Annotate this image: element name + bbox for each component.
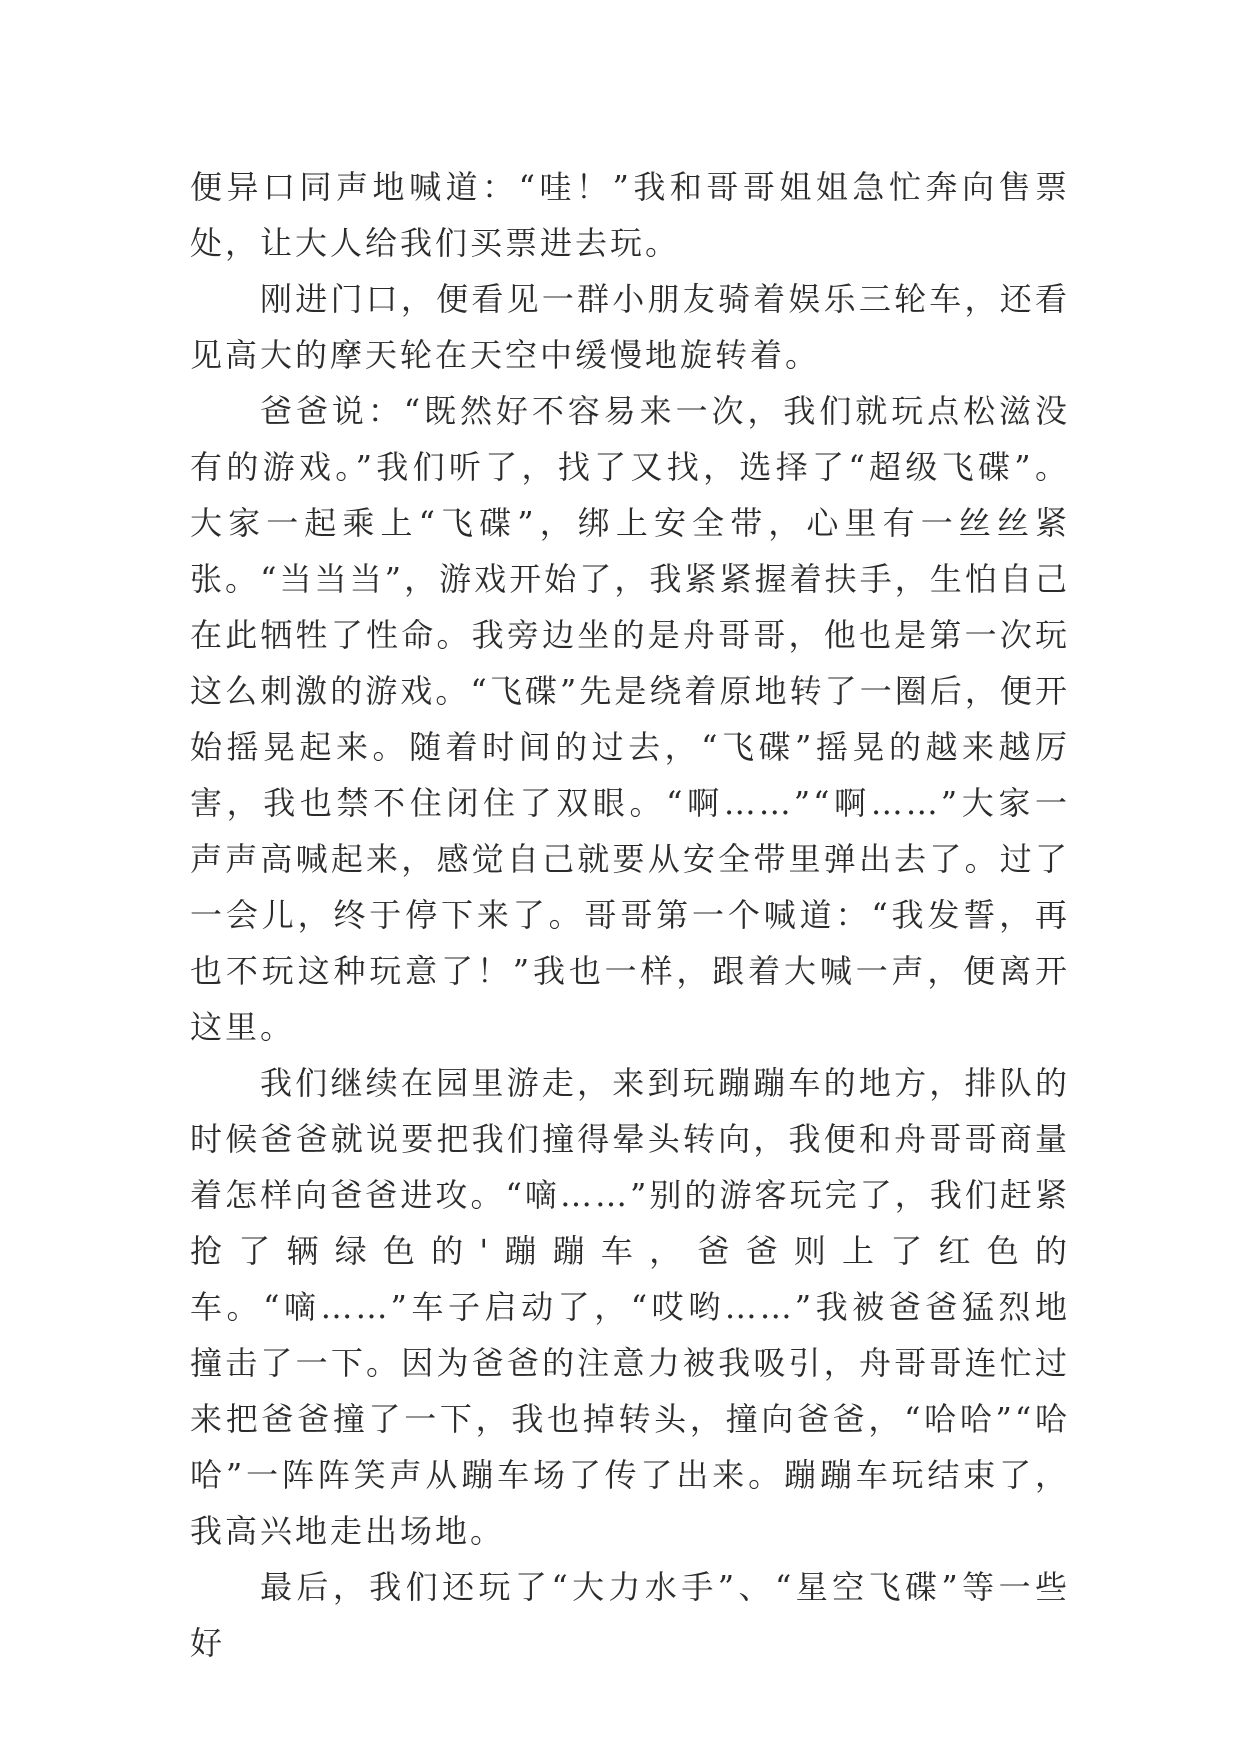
paragraph-1: 便异口同声地喊道：“哇！”我和哥哥姐姐急忙奔向售票处，让大人给我们买票进去玩。 [190,168,1070,262]
body-text [190,159,1070,1671]
paragraph-2: 刚进门口，便看见一群小朋友骑着娱乐三轮车，还看见高大的摩天轮在天空中缓慢地旋转着。 [190,280,1070,374]
paragraph-3: 爸爸说：“既然好不容易来一次，我们就玩点松滋没有的游戏。”我们听了，找了又找，选择了“超级飞碟”。大家一起乘上“飞碟”，绑上安全带，心里有一丝丝紧张。“当当当”，游戏开始了，我紧紧握着扶手，生怕自己在此牺牲了性命。我旁边坐的是舟哥哥，他也是第一次玩这么刺激的游戏。“飞碟”先是绕着原地转了一圈后，便开始摇晃起来。随着时间的过去，“飞碟”摇晃的越来越厉害，我也禁不住闭住了双眼。“啊……”“啊……”大家一声声高喊起来，感觉自己就要从安全带里弹出去了。过了一会儿，终于停下来了。哥哥第一个喊道：“我发誓，再也不玩这种玩意了！”我也一样，跟着大喊一声，便离开这里。 [190,392,1070,1046]
paragraph-5: 最后，我们还玩了“大力水手”、“星空飞碟”等一些好 [190,1568,1070,1662]
paragraph-4: 我们继续在园里游走，来到玩蹦蹦车的地方，排队的时候爸爸就说要把我们撞得晕头转向，我便和舟哥哥商量着怎样向爸爸进攻。“嘀……”别的游客玩完了，我们赶紧抢了辆绿色的'蹦蹦车，爸爸则上了红色的车。“嘀……”车子启动了，“哎哟……”我被爸爸猛烈地撞击了一下。因为爸爸的注意力被我吸引，舟哥哥连忙过来把爸爸撞了一下，我也掉转头，撞向爸爸，“哈哈”“哈哈”一阵阵笑声从蹦车场了传了出来。蹦蹦车玩结束了，我高兴地走出场地。 [190,1064,1070,1550]
